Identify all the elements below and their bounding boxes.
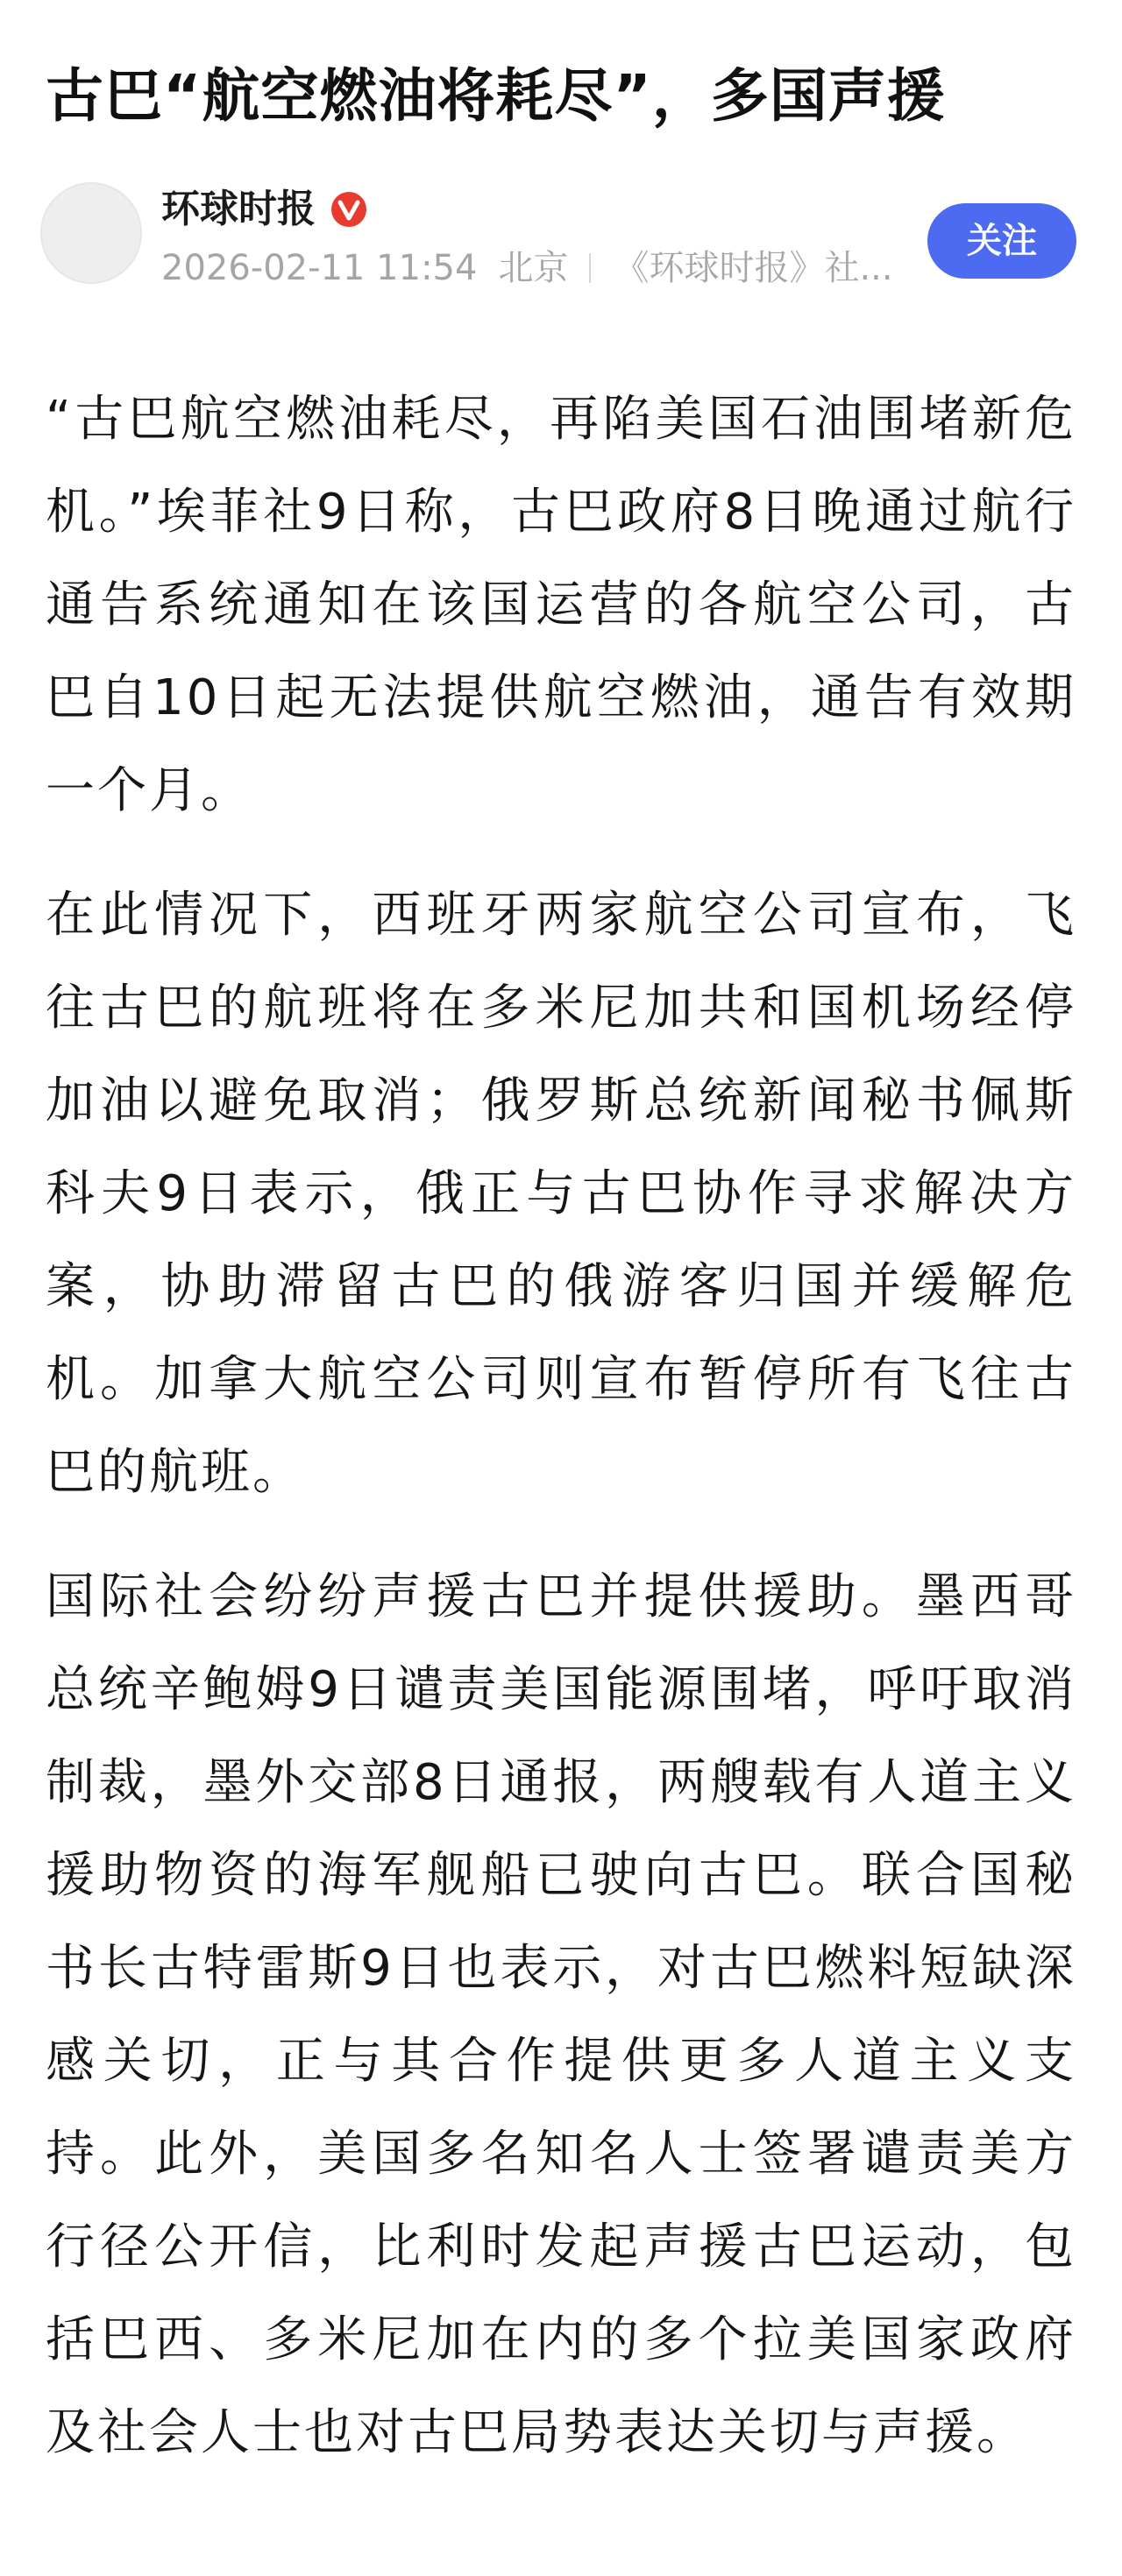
article-body (46, 373, 1076, 2480)
article-paragraph: “古巴航空燃油耗尽，再陷美国石油围堵新危机。”埃菲社9日称，古巴政府8日晚通过航行通告系统通知在该国运营的各航空公司，古巴自10日起无法提供航空燃油，通告有效期一个月。 (46, 391, 1076, 819)
publish-source: 《环球时报》社... (614, 248, 893, 288)
article-paragraph: 国际社会纷纷声援古巴并提供援助。墨西哥总统辛鲍姆9日谴责美国能源围堵，呼吁取消制裁，墨外交部8日通报，两艘载有人道主义援助物资的海军舰船已驶向古巴。联合国秘书长古特雷斯9日也表示，对古巴燃料短缺深感关切，正与其合作提供更多人道主义支持。此外，美国多名知名人士签署谴责美方行径公开信，比利时发起声援古巴运动，包括巴西、多米尼加在内的多个拉美国家政府及社会人士也对古巴局势表达关切与声援。 (46, 1568, 1076, 2461)
author-row (46, 182, 1076, 322)
article-title: 古巴“航空燃油将耗尽”，多国声援 (46, 62, 946, 130)
meta-line (161, 242, 950, 294)
publish-location: 北京 (498, 248, 569, 288)
follow-button[interactable]: 关注 (927, 203, 1076, 279)
article-paragraph: 在此情况下，西班牙两家航空公司宣布，飞往古巴的航班将在多米尼加共和国机场经停加油以避免取消；俄罗斯总统新闻秘书佩斯科夫9日表示，俄正与古巴协作寻求解决方案，协助滞留古巴的俄游客归国并缓解危机。加拿大航空公司则宣布暂停所有飞往古巴的航班。 (46, 887, 1076, 1501)
publish-date: 2026-02-11 11:54 (161, 248, 478, 288)
verified-badge-icon (330, 190, 368, 229)
author-avatar[interactable] (40, 182, 142, 284)
author-line (161, 182, 950, 237)
meta-divider (589, 253, 591, 283)
author-name[interactable]: 环球时报 (161, 187, 316, 231)
author-info (161, 182, 950, 294)
